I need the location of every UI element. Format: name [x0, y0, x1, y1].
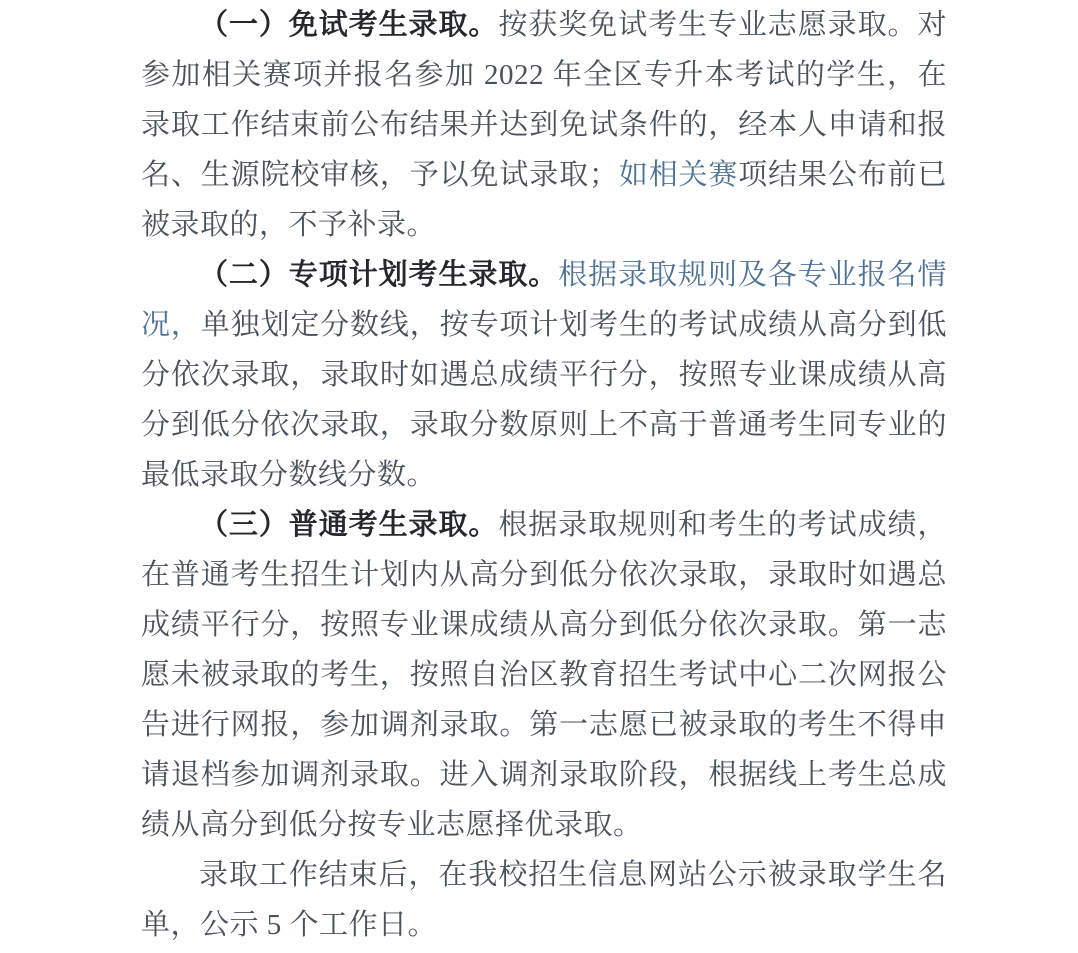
- paragraph-heading-exempt: （一）免试考生录取。: [199, 9, 499, 41]
- paragraph-heading-regular: （三）普通考生录取。: [199, 509, 499, 541]
- text-run-blue-tint: 如相关赛: [618, 159, 739, 191]
- document-body: [141, 0, 947, 950]
- text-run: 录取工作结束后，在我校招生信息网站公示被录取学生名单，公示 5 个工作日。: [141, 859, 947, 941]
- paragraph-publicity-notice: [141, 850, 947, 950]
- paragraph-regular-students-admission: [141, 500, 947, 850]
- text-run-blue-tint: 根据录取规则及各专业报名情况，: [141, 259, 947, 341]
- paragraph-exempt-students-admission: [141, 0, 947, 250]
- text-run: 项结果公布前已被录取的，不予补录。: [141, 159, 947, 241]
- text-run: 根据录取规则和考生的考试成绩，在普通考生招生计划内从高分到低分依次录取，录取时如遇总成绩平行分，按照专业课成绩从高分到低分依次录取。第一志愿未被录取的考生，按照自治区教育招生考试中心二次网报公告进行网报，参加调剂录取。第一志愿已被录取的考生不得申请退档参加调剂录取。进入调剂录取阶段，根据线上考生总成绩从高分到低分按专业志愿择优录取。: [141, 509, 947, 841]
- text-run: 单独划定分数线，按专项计划考生的考试成绩从高分到低分依次录取，录取时如遇总成绩平行分，按照专业课成绩从高分到低分依次录取，录取分数原则上不高于普通考生同专业的最低录取分数线分数。: [141, 309, 947, 491]
- paragraph-special-plan-admission: [141, 250, 947, 500]
- text-run: 按获奖免试考生专业志愿录取。对参加相关赛项并报名参加 2022 年全区专升本考试的学生，在录取工作结束前公布结果并达到免试条件的，经本人申请和报名、生源院校审核，予以免试录取；: [141, 9, 947, 191]
- paragraph-heading-special-plan: （二）专项计划考生录取。: [199, 259, 559, 291]
